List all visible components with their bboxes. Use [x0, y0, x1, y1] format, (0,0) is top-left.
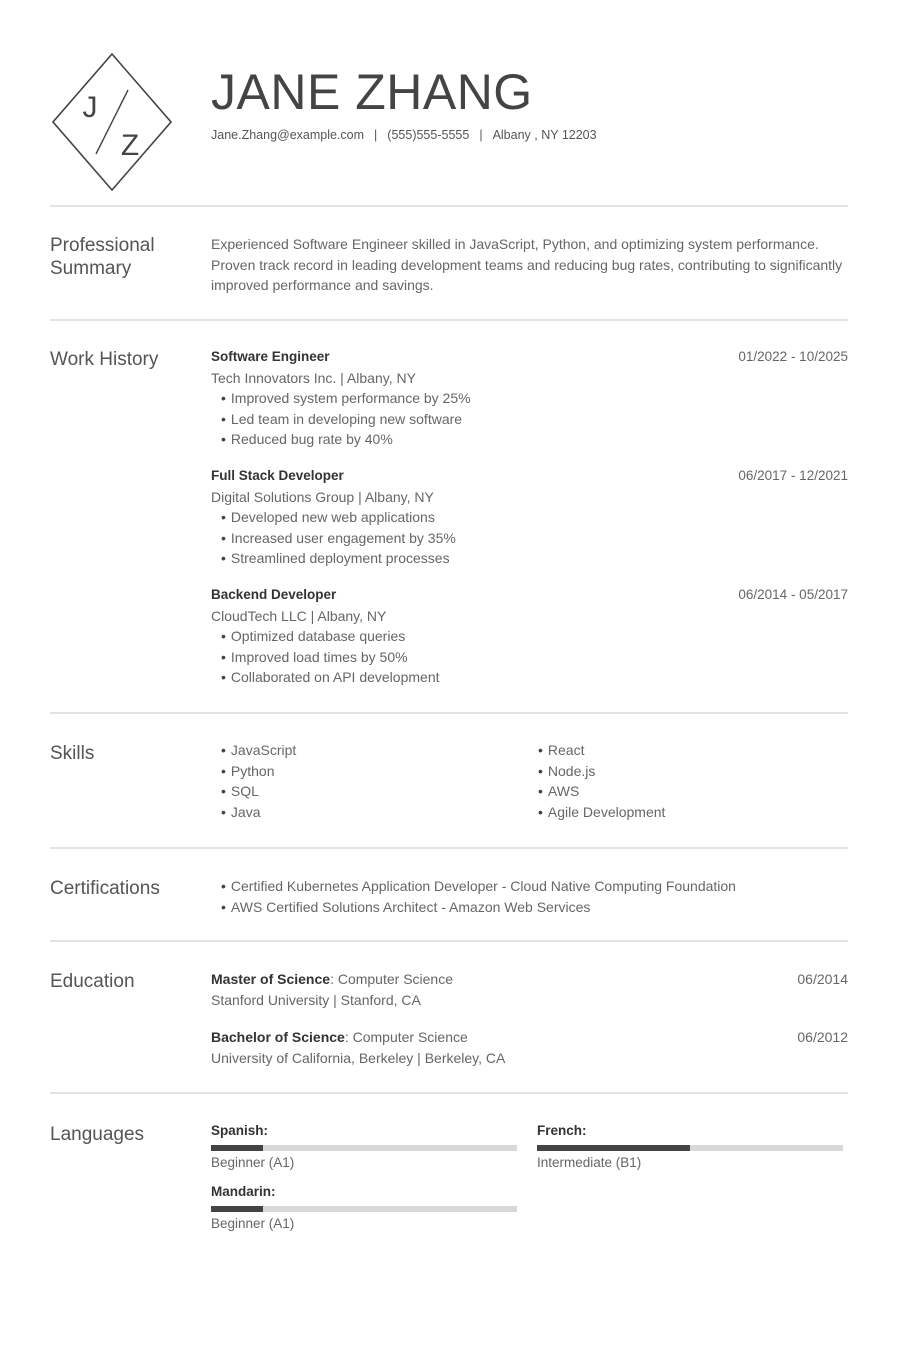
section-title-languages: Languages	[50, 1124, 145, 1145]
education-degree	[211, 1027, 848, 1048]
language-bar-fill	[211, 1145, 263, 1151]
degree-name: Bachelor of Science	[211, 1029, 345, 1045]
certification-item: • Certified Kubernetes Application Developer - Cloud Native Computing Foundation	[221, 876, 848, 897]
job-company: Digital Solutions Group | Albany, NY	[211, 488, 434, 505]
language-bar-fill	[537, 1145, 690, 1151]
job-entry	[211, 347, 848, 450]
section-title-education: Education	[50, 971, 135, 992]
language-name: Spanish:	[211, 1123, 269, 1138]
job-dates: 06/2014 - 05/2017	[738, 587, 848, 602]
contact-separator: |	[374, 128, 378, 142]
language-level: Beginner (A1)	[211, 1216, 295, 1231]
education-degree	[211, 969, 848, 990]
job-bullet: • Collaborated on API development	[221, 667, 848, 688]
job-bullet: • Increased user engagement by 35%	[221, 528, 848, 549]
contact-line	[211, 128, 597, 142]
job-company: Tech Innovators Inc. | Albany, NY	[211, 369, 416, 386]
job-dates: 01/2022 - 10/2025	[738, 349, 848, 364]
skill-item: • React	[538, 740, 665, 761]
skills-list	[211, 740, 848, 822]
language-bar	[211, 1145, 517, 1151]
summary-text: Experienced Software Engineer skilled in JavaScript, Python, and optimizing system performance. Proven track record in leading development teams and reducing bug rates, contributing to significantly improved performance and savings.	[211, 236, 843, 293]
education-entry	[211, 969, 848, 1010]
job-bullet: • Reduced bug rate by 40%	[221, 429, 848, 450]
section-title-work: Work History	[50, 349, 159, 370]
section-title-certifications: Certifications	[50, 878, 160, 899]
contact-separator: |	[479, 128, 483, 142]
job-bullets	[211, 507, 848, 569]
language-name: Mandarin:	[211, 1184, 276, 1199]
certifications-list	[211, 876, 848, 917]
job-entry	[211, 585, 848, 688]
skill-item: • Python	[221, 761, 296, 782]
job-title: Full Stack Developer	[211, 468, 344, 483]
skill-item: • Agile Development	[538, 802, 665, 823]
language-level: Intermediate (B1)	[537, 1155, 642, 1170]
language-entry	[537, 1122, 843, 1172]
certification-item: • AWS Certified Solutions Architect - Amazon Web Services	[221, 897, 848, 918]
section-divider	[50, 319, 848, 321]
education-school: Stanford University | Stanford, CA	[211, 991, 421, 1008]
monogram-initial-last: Z	[120, 129, 140, 162]
section-divider	[50, 940, 848, 942]
job-title: Software Engineer	[211, 349, 330, 364]
language-bar	[537, 1145, 843, 1151]
skills-column-left	[211, 740, 296, 822]
language-entry	[211, 1183, 517, 1233]
job-bullet: • Improved load times by 50%	[221, 647, 848, 668]
job-title: Backend Developer	[211, 587, 337, 602]
job-company: CloudTech LLC | Albany, NY	[211, 607, 387, 624]
language-bar	[211, 1206, 517, 1212]
language-level: Beginner (A1)	[211, 1155, 295, 1170]
job-bullet: • Improved system performance by 25%	[221, 388, 848, 409]
monogram-initial-first: J	[82, 91, 98, 124]
contact-phone: (555)555-5555	[387, 128, 470, 142]
job-bullet: • Developed new web applications	[221, 507, 848, 528]
job-bullet: • Optimized database queries	[221, 626, 848, 647]
education-date: 06/2012	[797, 1029, 848, 1045]
skill-item: • AWS	[538, 781, 665, 802]
monogram-logo	[52, 53, 172, 191]
job-bullet: • Streamlined deployment processes	[221, 548, 848, 569]
section-divider	[50, 712, 848, 714]
contact-email: Jane.Zhang@example.com	[211, 128, 365, 142]
section-divider	[50, 205, 848, 207]
job-bullets	[211, 626, 848, 688]
language-entry	[211, 1122, 517, 1172]
job-dates: 06/2017 - 12/2021	[738, 468, 848, 483]
contact-location: Albany , NY 12203	[492, 128, 597, 142]
skills-column-right	[528, 740, 665, 822]
language-name: French:	[537, 1123, 587, 1138]
language-bar-fill	[211, 1206, 263, 1212]
degree-field: : Computer Science	[330, 971, 454, 987]
skill-item: • Node.js	[538, 761, 665, 782]
section-title-summary: Professional Summary	[50, 235, 155, 279]
education-date: 06/2014	[797, 971, 848, 987]
education-school: University of California, Berkeley | Berkeley, CA	[211, 1049, 506, 1066]
education-entry	[211, 1027, 848, 1068]
section-title-skills: Skills	[50, 743, 95, 764]
job-entry	[211, 466, 848, 569]
section-divider	[50, 847, 848, 849]
degree-name: Master of Science	[211, 971, 331, 987]
job-bullets	[211, 388, 848, 450]
skill-item: • SQL	[221, 781, 296, 802]
degree-field: : Computer Science	[344, 1029, 468, 1045]
job-bullet: • Led team in developing new software	[221, 409, 848, 430]
section-divider	[50, 1092, 848, 1094]
candidate-name: JANE ZHANG	[211, 64, 533, 120]
skill-item: • Java	[221, 802, 296, 823]
skill-item: • JavaScript	[221, 740, 296, 761]
